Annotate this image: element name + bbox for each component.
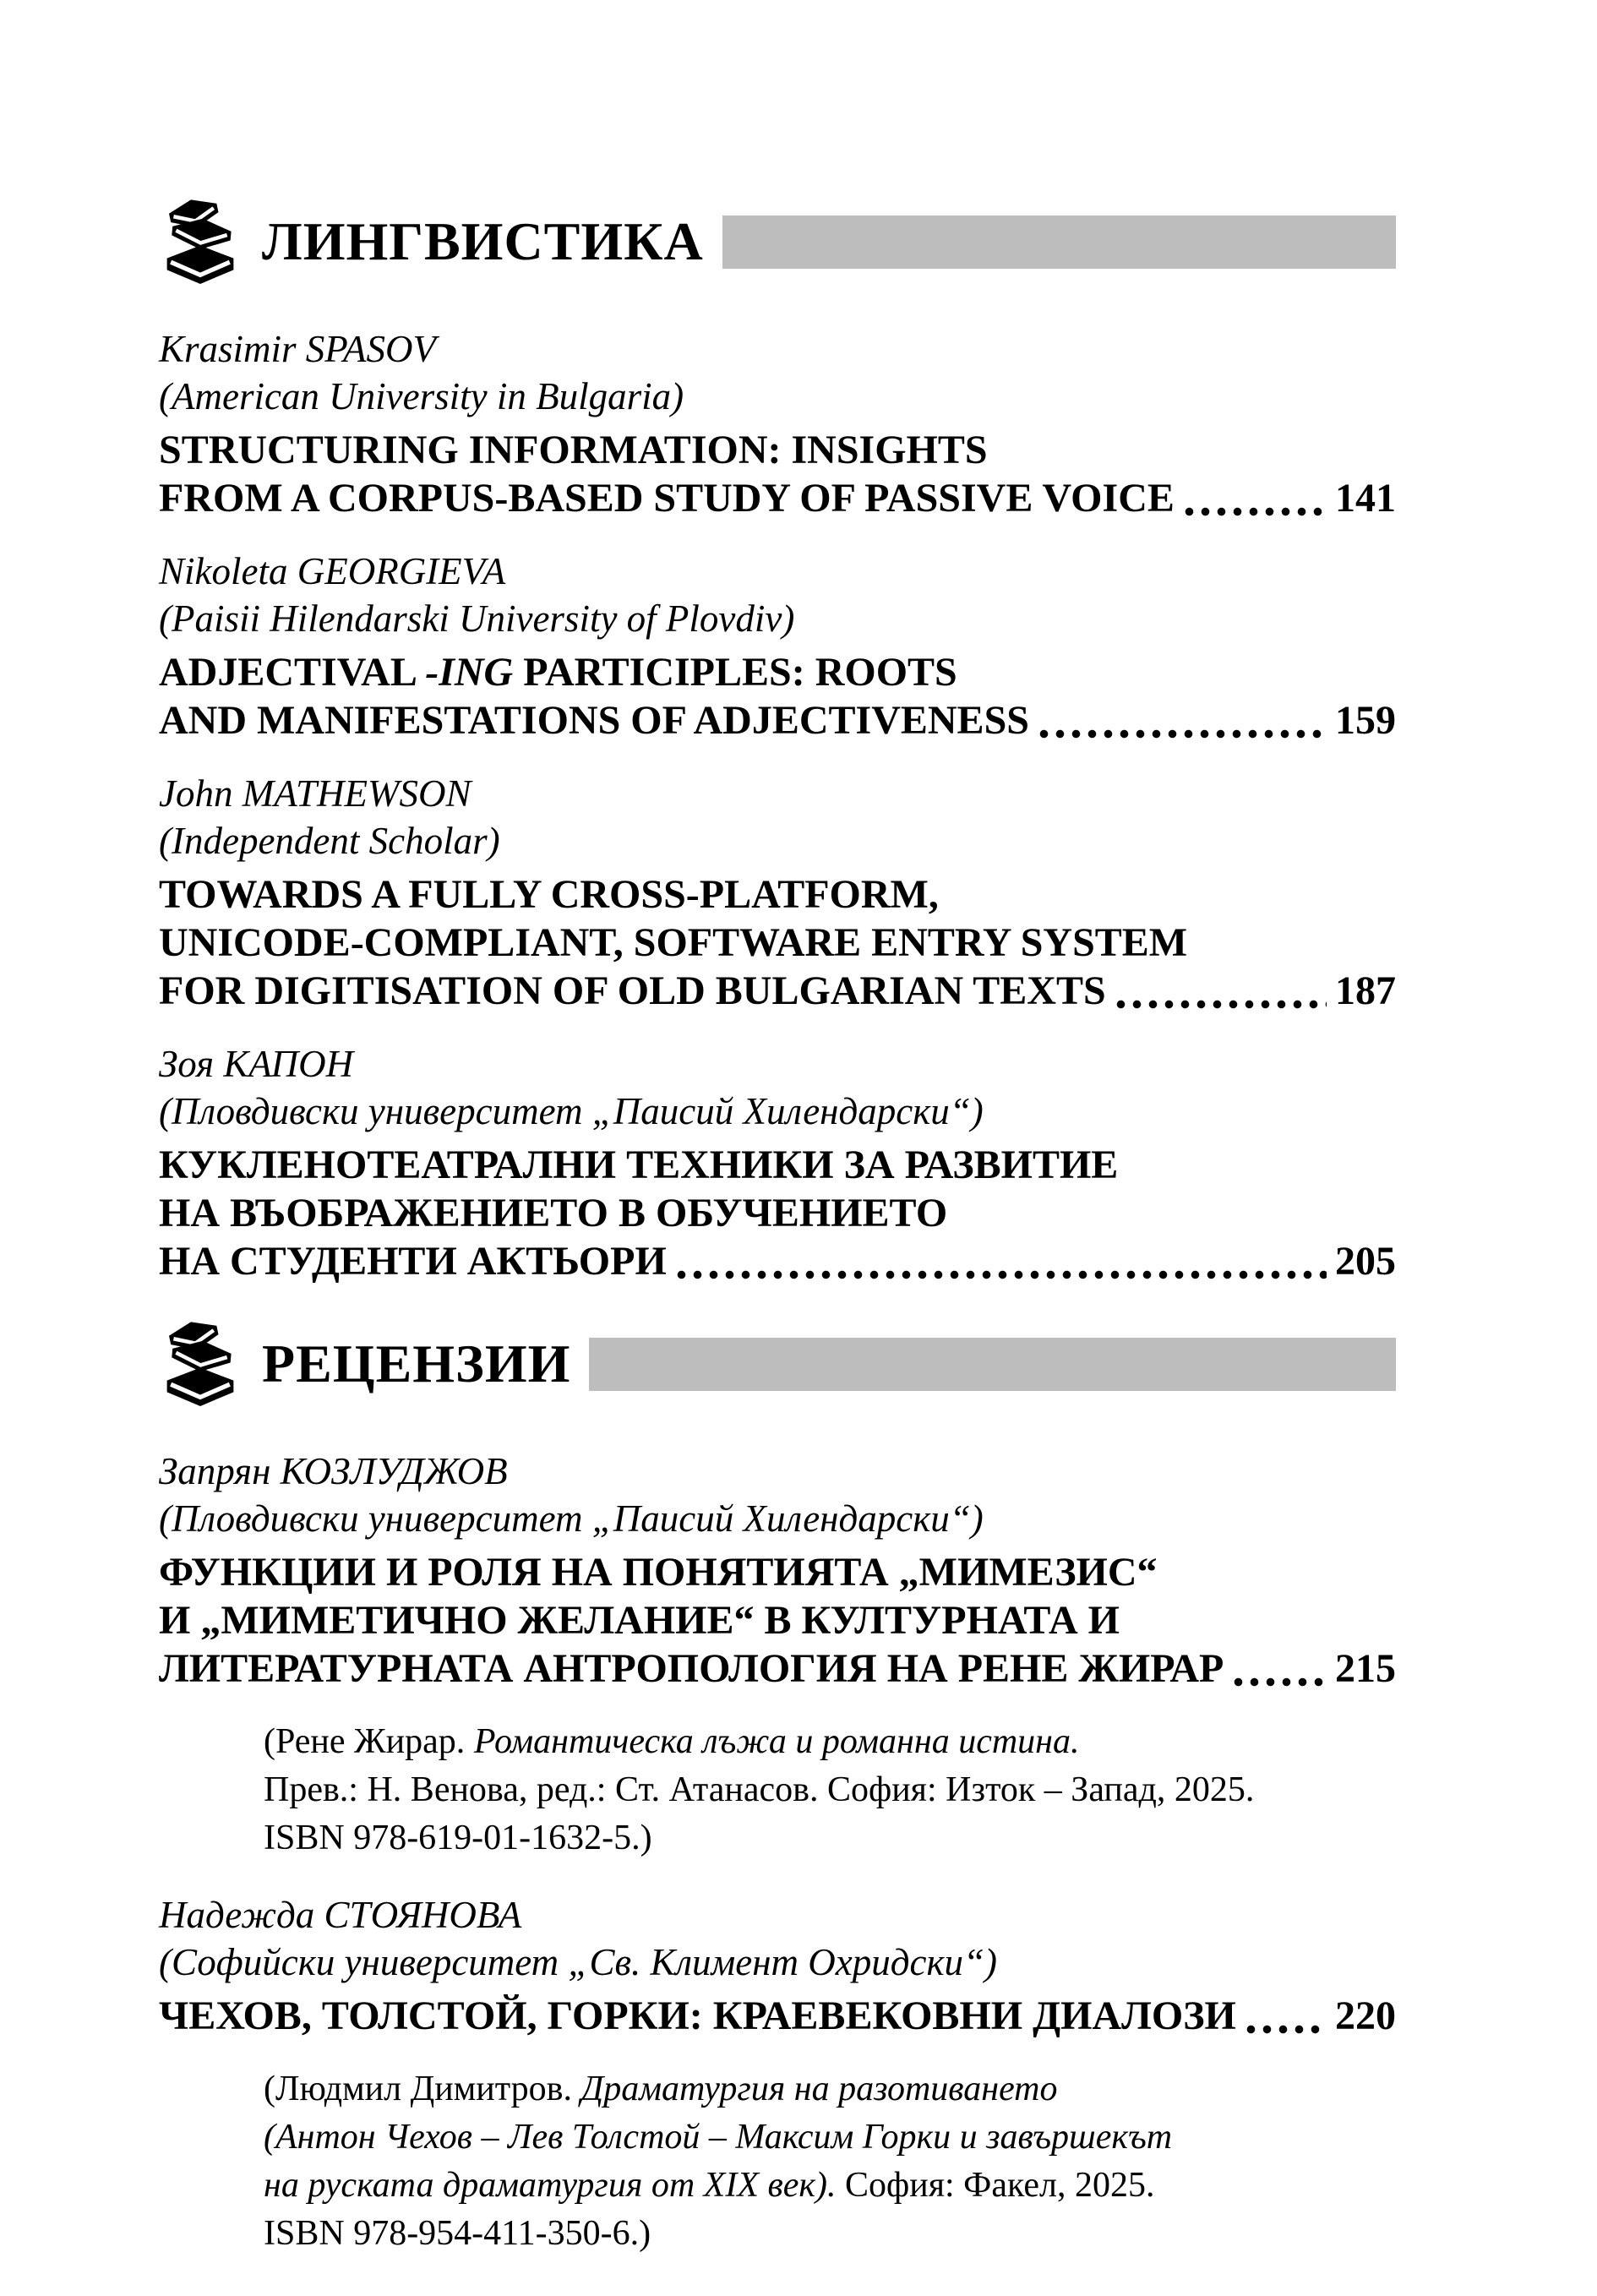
title-line: НА ВЪОБРАЖЕНИЕТО В ОБУЧЕНИЕТО <box>159 1191 948 1235</box>
section-heading <box>159 197 1396 286</box>
note-line <box>264 2065 1396 2113</box>
dot-leader <box>1113 1000 1327 1009</box>
note-line <box>264 2162 1396 2210</box>
title-text: PARTICIPLES: ROOTS <box>513 650 957 695</box>
note-line <box>264 1766 1396 1814</box>
heading-bar <box>589 1338 1396 1391</box>
heading-bar <box>722 215 1396 269</box>
affiliation: (American University in Bulgaria) <box>159 375 684 417</box>
note-text: (Людмил Димитров. <box>264 2070 581 2108</box>
books-stack-icon <box>159 1319 242 1409</box>
title-last-line <box>159 967 1396 1015</box>
dot-leader <box>673 1270 1327 1279</box>
page-number: 187 <box>1335 968 1396 1013</box>
author-name: Nikoleta GEORGIEVA <box>159 550 506 592</box>
title-line: ФУНКЦИИ И РОЛЯ НА ПОНЯТИЯТА „МИМЕЗИС“ <box>159 1550 1158 1595</box>
title-line: TOWARDS A FULLY CROSS-PLATFORM, <box>159 872 939 917</box>
section-linguistics <box>159 197 1396 1285</box>
section-title: РЕЦЕНЗИИ <box>262 1333 571 1393</box>
title-line: STRUCTURING INFORMATION: INSIGHTS <box>159 428 988 472</box>
section-title: ЛИНГВИСТИКА <box>262 211 704 271</box>
note-text: Прев.: Н. Венова, ред.: Ст. Атанасов. София: Изток – Запад, 2025. <box>264 1770 1255 1809</box>
note-text-italic: (Антон Чехов – Лев Толстой – Максим Горки и завършекът <box>264 2118 1173 2157</box>
author-name: Зоя КАПОН <box>159 1043 354 1085</box>
note-text: ISBN 978-619-01-1632-5.) <box>264 1819 652 1857</box>
page-number: 141 <box>1335 476 1396 521</box>
toc-entry <box>159 770 1396 1015</box>
title-last-line <box>159 696 1396 744</box>
page-number: 220 <box>1335 1993 1396 2038</box>
dot-leader <box>1243 2025 1327 2034</box>
bibliographic-note <box>264 2065 1396 2258</box>
toc-entry <box>159 1448 1396 1862</box>
title-last-line <box>159 1237 1396 1285</box>
title-text: ЛИТЕРАТУРНАТА АНТРОПОЛОГИЯ НА РЕНЕ ЖИРАР <box>159 1646 1224 1691</box>
books-stack-icon <box>159 197 242 286</box>
note-text: (Рене Жирар. <box>264 1722 474 1761</box>
affiliation: (Пловдивски университет „Паисий Хилендарски“) <box>159 1497 984 1540</box>
toc-entry <box>159 548 1396 744</box>
author-name: Krasimir SPASOV <box>159 328 436 370</box>
note-text-italic: Романтическа лъжа и романна истина. <box>473 1722 1080 1761</box>
affiliation: (Independent Scholar) <box>159 820 500 862</box>
toc-entry <box>159 1040 1396 1285</box>
bibliographic-note <box>264 1718 1396 1862</box>
section-heading <box>159 1319 1396 1409</box>
affiliation: (Пловдивски университет „Паисий Хилендарски“) <box>159 1090 984 1132</box>
title-text: ADJECTIVAL <box>159 650 426 695</box>
affiliation: (Paisii Hilendarski University of Plovdiv) <box>159 597 795 640</box>
author-name: Надежда СТОЯНОВА <box>159 1894 522 1936</box>
dot-leader <box>1230 1677 1327 1687</box>
page-number: 205 <box>1335 1239 1396 1284</box>
title-line <box>159 648 1396 696</box>
title-last-line <box>159 474 1396 522</box>
note-line <box>264 2113 1396 2162</box>
note-line <box>264 1814 1396 1862</box>
page-number: 215 <box>1335 1646 1396 1691</box>
title-text: FROM A CORPUS-BASED STUDY OF PASSIVE VOICE <box>159 476 1175 521</box>
note-text: София: Факел, 2025. <box>836 2166 1155 2205</box>
toc-entry <box>159 1891 1396 2258</box>
title-text: НА СТУДЕНТИ АКТЬОРИ <box>159 1239 667 1284</box>
title-line: И „МИМЕТИЧНО ЖЕЛАНИЕ“ В КУЛТУРНАТА И <box>159 1598 1120 1643</box>
note-text-italic: Драматургия на разотиването <box>580 2070 1058 2108</box>
affiliation: (Софийски университет „Св. Климент Охридски“) <box>159 1941 998 1983</box>
dot-leader <box>1181 507 1327 516</box>
note-text: ISBN 978-954-411-350-6.) <box>264 2214 651 2253</box>
author-name: John MATHEWSON <box>159 772 471 815</box>
note-line <box>264 2210 1396 2258</box>
title-text-italic: -ING <box>425 650 514 695</box>
title-last-line <box>159 1644 1396 1693</box>
author-name: Запрян КОЗЛУДЖОВ <box>159 1450 508 1492</box>
toc-entry <box>159 325 1396 522</box>
title-text: AND MANIFESTATIONS OF ADJECTIVENESS <box>159 698 1029 743</box>
title-last-line <box>159 1992 1396 2040</box>
title-text: ЧЕХОВ, ТОЛСТОЙ, ГОРКИ: КРАЕВЕКОВНИ ДИАЛОЗИ <box>159 1993 1236 2038</box>
note-line <box>264 1718 1396 1766</box>
section-reviews <box>159 1319 1396 2258</box>
dot-leader <box>1036 729 1327 739</box>
note-text-italic: на руската драматургия от XIX век). <box>264 2166 837 2205</box>
title-line: UNICODE-COMPLIANT, SOFTWARE ENTRY SYSTEM <box>159 920 1188 965</box>
page-number: 159 <box>1335 698 1396 743</box>
title-line: КУКЛЕНОТЕАТРАЛНИ ТЕХНИКИ ЗА РАЗВИТИЕ <box>159 1143 1119 1187</box>
title-text: FOR DIGITISATION OF OLD BULGARIAN TEXTS <box>159 968 1106 1013</box>
